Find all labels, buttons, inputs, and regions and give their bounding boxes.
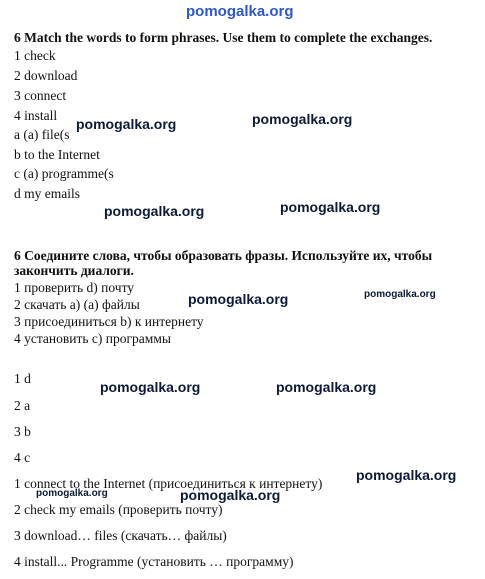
answer-item: 4 c — [14, 450, 31, 465]
answer-item: 2 a — [14, 398, 31, 413]
watermark: pomogalka.org — [188, 291, 289, 307]
list-item: a (a) file(s — [14, 127, 70, 142]
list-item: 1 проверить d) почту — [14, 280, 135, 295]
phrase-item: 3 download… files (скачать… файлы) — [14, 528, 227, 543]
list-item: d my emails — [14, 186, 80, 201]
phrase-item: 4 install... Programme (установить … программу) — [14, 554, 294, 569]
watermark: pomogalka.org — [364, 289, 436, 300]
answer-item: 3 b — [14, 424, 31, 439]
list-item: 4 установить c) программы — [14, 331, 171, 346]
exercise-heading-english: 6 Match the words to form phrases. Use them to complete the exchanges. — [14, 30, 433, 45]
answer-item: 1 d — [14, 371, 31, 386]
list-item: c (a) programme(s — [14, 166, 114, 181]
exercise-heading-russian: 6 Соедините слова, чтобы образовать фразы. Используйте их, чтобы — [14, 248, 433, 263]
watermark: pomogalka.org — [280, 199, 381, 215]
list-item: 3 connect — [14, 88, 67, 103]
watermark: pomogalka.org — [276, 379, 377, 395]
phrase-item: 1 connect to the Internet (присоединиться к интернету) — [14, 476, 323, 491]
watermark: pomogalka.org — [356, 467, 457, 483]
list-item: 2 download — [14, 68, 78, 83]
watermark: pomogalka.org — [36, 488, 108, 499]
watermark: pomogalka.org — [100, 379, 201, 395]
watermark: pomogalka.org — [76, 116, 177, 132]
watermark: pomogalka.org — [180, 487, 281, 503]
watermark: pomogalka.org — [252, 111, 353, 127]
list-item: 2 скачать a) (a) файлы — [14, 297, 140, 312]
list-item: 4 install — [14, 108, 58, 123]
phrase-item: 2 check my emails (проверить почту) — [14, 502, 223, 517]
watermark-top: pomogalka.org — [186, 3, 294, 20]
exercise-heading-russian-cont: закончить диалоги. — [14, 263, 134, 278]
list-item: 3 присоединиться b) к интернету — [14, 314, 204, 329]
list-item: 1 check — [14, 48, 56, 63]
watermark: pomogalka.org — [104, 203, 205, 219]
list-item: b to the Internet — [14, 147, 100, 162]
